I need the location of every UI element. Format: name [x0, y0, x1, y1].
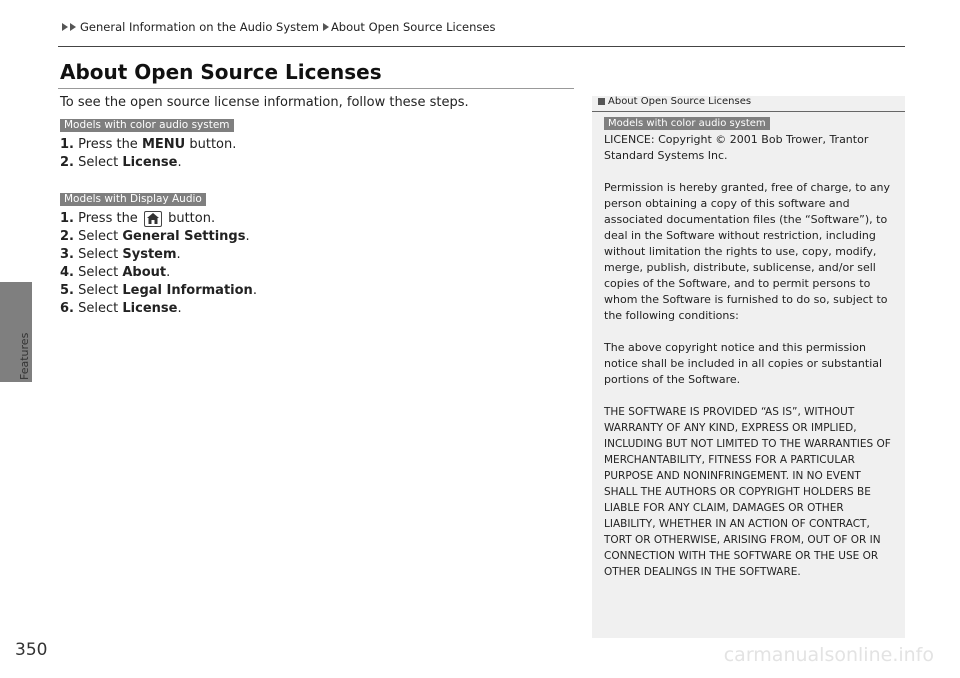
- sidebar-rule: [592, 111, 905, 112]
- triangle-icon: [62, 23, 68, 31]
- step-item: [60, 300, 257, 318]
- model-badge: Models with Display Audio: [60, 193, 206, 206]
- step-number: 2.: [60, 229, 74, 244]
- step-item: [60, 154, 236, 172]
- license-paragraph: LICENCE: Copyright © 2001 Bob Trower, Trantor Standard Systems Inc.: [604, 133, 869, 162]
- step-keyword: System: [122, 247, 177, 262]
- step-keyword: License: [122, 301, 178, 316]
- title-rule: [58, 88, 574, 89]
- header-rule: [58, 46, 905, 47]
- step-text: Press the: [78, 211, 142, 226]
- license-paragraph: Permission is hereby granted, free of charge, to any person obtaining a copy of this software and associated documentation files (the “Software”), to deal in the Software without restriction, including without limitation the rights to use, copy, modify, merge, publish, distribute, sublicense, and/or sell copies of the Software, and to permit persons to whom the Software is furnished to do so, subject to the following conditions:: [604, 181, 891, 322]
- step-text: .: [176, 247, 181, 262]
- step-number: 1.: [60, 211, 74, 226]
- step-number: 1.: [60, 137, 74, 152]
- step-text: Press the: [78, 137, 142, 152]
- step-keyword: About: [122, 265, 167, 280]
- triangle-icon: [70, 23, 76, 31]
- step-item: [60, 136, 236, 154]
- step-keyword: Legal Information: [122, 283, 253, 298]
- step-item: [60, 228, 257, 246]
- step-text: Select: [78, 229, 123, 244]
- license-paragraph: The above copyright notice and this permission notice shall be included in all copies or substantial portions of the Software.: [604, 341, 883, 386]
- step-text: .: [252, 283, 257, 298]
- license-text: [604, 132, 896, 596]
- step-text: .: [177, 155, 182, 170]
- step-item: [60, 246, 257, 264]
- step-text: Select: [78, 301, 123, 316]
- breadcrumb-item[interactable]: General Information on the Audio System: [80, 20, 319, 34]
- steps-list: [60, 136, 236, 172]
- step-keyword: MENU: [141, 137, 186, 152]
- step-text: button.: [163, 211, 216, 226]
- breadcrumb: [62, 20, 495, 34]
- step-keyword: License: [122, 155, 178, 170]
- intro-text: To see the open source license information, follow these steps.: [60, 95, 469, 110]
- step-number: 2.: [60, 155, 74, 170]
- step-keyword: General Settings: [122, 229, 246, 244]
- step-text: .: [166, 265, 171, 280]
- step-item: [60, 210, 257, 228]
- step-number: 6.: [60, 301, 74, 316]
- page-title: About Open Source Licenses: [60, 60, 382, 84]
- step-text: Select: [78, 155, 123, 170]
- step-text: .: [177, 301, 182, 316]
- model-badge: Models with color audio system: [60, 119, 234, 132]
- step-item: [60, 282, 257, 300]
- step-item: [60, 264, 257, 282]
- side-tab-label: Features: [18, 332, 31, 380]
- step-number: 3.: [60, 247, 74, 262]
- step-text: Select: [78, 283, 123, 298]
- step-text: .: [245, 229, 250, 244]
- step-text: Select: [78, 247, 123, 262]
- note-marker-icon: [598, 98, 605, 105]
- sidebar-header: [598, 96, 751, 107]
- step-text: button.: [185, 137, 237, 152]
- home-icon: [144, 211, 162, 227]
- triangle-icon: [323, 23, 329, 31]
- license-paragraph: THE SOFTWARE IS PROVIDED “AS IS”, WITHOUT WARRANTY OF ANY KIND, EXPRESS OR IMPLIED, INCLUDING BUT NOT LIMITED TO THE WARRANTIES OF MERCHANTABILITY, FITNESS FOR A PARTICULAR PURPOSE AND NONINFRINGEMENT. IN NO EVENT SHALL THE AUTHORS OR COPYRIGHT HOLDERS BE LIABLE FOR ANY CLAIM, DAMAGES OR OTHER LIABILITY, WHETHER IN AN ACTION OF CONTRACT, TORT OR OTHERWISE, ARISING FROM, OUT OF OR IN CONNECTION WITH THE SOFTWARE OR THE USE OR OTHER DEALINGS IN THE SOFTWARE.: [604, 406, 891, 578]
- sidebar-title: About Open Source Licenses: [608, 96, 752, 107]
- step-number: 4.: [60, 265, 74, 280]
- steps-list: [60, 210, 257, 318]
- step-text: Select: [78, 265, 123, 280]
- step-number: 5.: [60, 283, 74, 298]
- breadcrumb-item[interactable]: About Open Source Licenses: [330, 20, 496, 34]
- watermark: carmanualsonline.info: [723, 644, 934, 666]
- page-number: 350: [15, 640, 48, 660]
- model-badge: Models with color audio system: [604, 117, 770, 130]
